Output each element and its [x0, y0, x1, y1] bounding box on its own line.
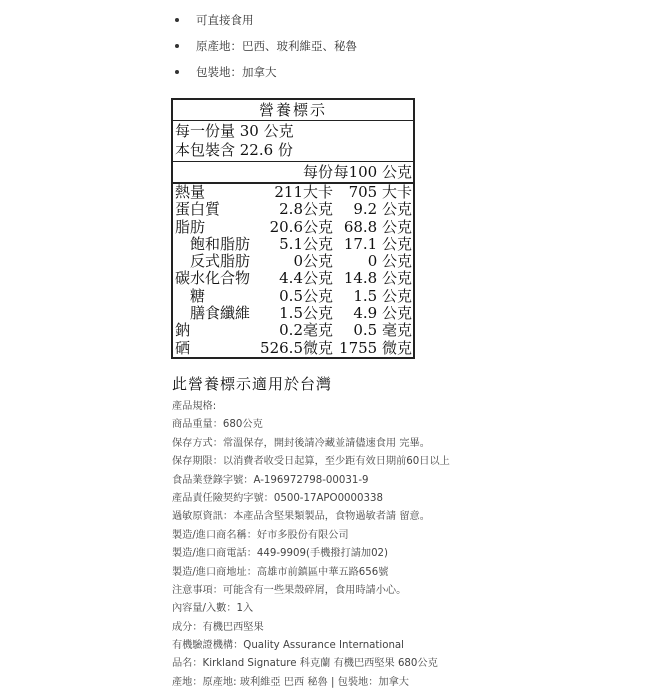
- nutrient-name: 熱量: [175, 183, 206, 201]
- nutrient-row: [173, 219, 413, 236]
- nutrition-facts-table: [171, 98, 415, 359]
- column-header: [173, 162, 413, 184]
- spec-line: 有機驗證機構：Quality Assurance International: [172, 640, 405, 652]
- per-100g-header: 每100 公克: [333, 163, 412, 181]
- nutrition-title: 營養標示: [173, 100, 413, 121]
- nutrient-per-100g: 705 大卡: [348, 183, 412, 201]
- feature-item: 原產地：巴西、玻利維亞、秘魯: [172, 36, 357, 62]
- spec-line: 保存期限：以消費者收受日起算，至少距有效日期前60日以上: [172, 456, 450, 468]
- nutrient-name: 碳水化合物: [175, 269, 251, 288]
- nutrient-per-100g: 9.2 公克: [353, 200, 412, 219]
- product-specs: [172, 398, 450, 692]
- nutrient-name: 反式脂肪: [190, 252, 251, 271]
- nutrient-name: 脂肪: [175, 217, 206, 236]
- nutrient-per-100g: 0 公克: [367, 252, 412, 271]
- nutrient-per-serving: 5.1公克: [279, 234, 333, 253]
- nutrient-per-100g: 68.8 公克: [343, 217, 412, 236]
- nutrient-per-100g: 4.9 公克: [353, 304, 412, 323]
- nutrient-name: 硒: [175, 338, 191, 357]
- spec-line: 注意事項：可能含有一些果殼碎屑，食用時請小心。: [172, 584, 407, 596]
- servings-per-package: 本包裝含 22.6 份: [175, 141, 293, 159]
- nutrient-per-100g: 1.5 公克: [353, 286, 412, 305]
- nutrient-row: [173, 270, 413, 287]
- nutrient-row: [173, 184, 413, 201]
- spec-line: 商品重量：680公克: [172, 419, 263, 431]
- spec-line: 過敏原資訊：本產品含堅果類製品，食物過敏者請 留意。: [172, 511, 430, 523]
- nutrient-name: 飽和脂肪: [190, 234, 251, 253]
- spec-line: 製造/進口商地址：高雄市前鎮區中華五路656號: [172, 566, 389, 578]
- nutrient-row: [173, 305, 413, 322]
- nutrient-per-serving: 526.5微克: [260, 338, 333, 357]
- nutrient-row: [173, 288, 413, 305]
- nutrient-row: [173, 253, 413, 270]
- spec-line: 製造/進口商名稱：好市多股份有限公司: [172, 529, 349, 541]
- nutrient-per-100g: 17.1 公克: [343, 234, 412, 253]
- nutrient-name: 鈉: [175, 321, 191, 340]
- nutrient-row: [173, 340, 413, 357]
- nutrient-row: [173, 201, 413, 218]
- spec-line: 產品規格:: [172, 401, 217, 412]
- nutrient-per-serving: 0.2毫克: [279, 321, 333, 340]
- spec-line: 產品責任險契約字號：0500-17APO0000338: [172, 492, 383, 504]
- spec-line: 內容量/入數：1入: [172, 603, 254, 615]
- nutrient-name: 糖: [190, 286, 206, 305]
- nutrient-per-serving: 2.8公克: [279, 200, 333, 219]
- spec-line: 成分：有機巴西堅果: [172, 621, 264, 633]
- serving-size: 每一份量 30 公克: [175, 122, 294, 140]
- nutrient-per-serving: 4.4公克: [279, 269, 333, 288]
- nutrient-per-100g: 1755 微克: [339, 338, 412, 357]
- nutrient-rows: [173, 184, 413, 357]
- spec-line: 品名：Kirkland Signature 科克蘭 有機巴西堅果 680公克: [172, 658, 438, 670]
- nutrient-row: [173, 236, 413, 253]
- spec-line: 保存方式：常溫保存，開封後請冷藏並請儘速食用 完畢。: [172, 437, 430, 449]
- nutrient-per-100g: 14.8 公克: [343, 269, 412, 288]
- nutrient-name: 蛋白質: [175, 200, 221, 219]
- spec-line: 產地：原產地: 玻利維亞 巴西 秘魯 | 包裝地：加拿大: [172, 676, 409, 688]
- nutrient-name: 膳食纖維: [190, 304, 251, 323]
- nutrient-per-serving: 211大卡: [274, 183, 333, 201]
- per-serving-header: 每份: [302, 163, 333, 181]
- nutrient-per-serving: 0公克: [293, 252, 333, 271]
- nutrient-row: [173, 322, 413, 339]
- spec-line: 食品業登錄字號：A-196972798-00031-9: [172, 474, 369, 486]
- nutrition-footnote: 此營養標示適用於台灣: [172, 375, 333, 393]
- serving-info: [173, 121, 413, 162]
- feature-item: 可直接食用: [172, 10, 357, 36]
- spec-line: 製造/進口商電話：449-9909(手機撥打請加02): [172, 548, 389, 560]
- nutrient-per-serving: 1.5公克: [279, 304, 333, 323]
- feature-list: [172, 10, 357, 88]
- nutrient-per-100g: 0.5 毫克: [353, 321, 412, 340]
- feature-item: 包裝地：加拿大: [172, 62, 357, 88]
- nutrient-per-serving: 20.6公克: [269, 217, 333, 236]
- nutrient-per-serving: 0.5公克: [279, 286, 333, 305]
